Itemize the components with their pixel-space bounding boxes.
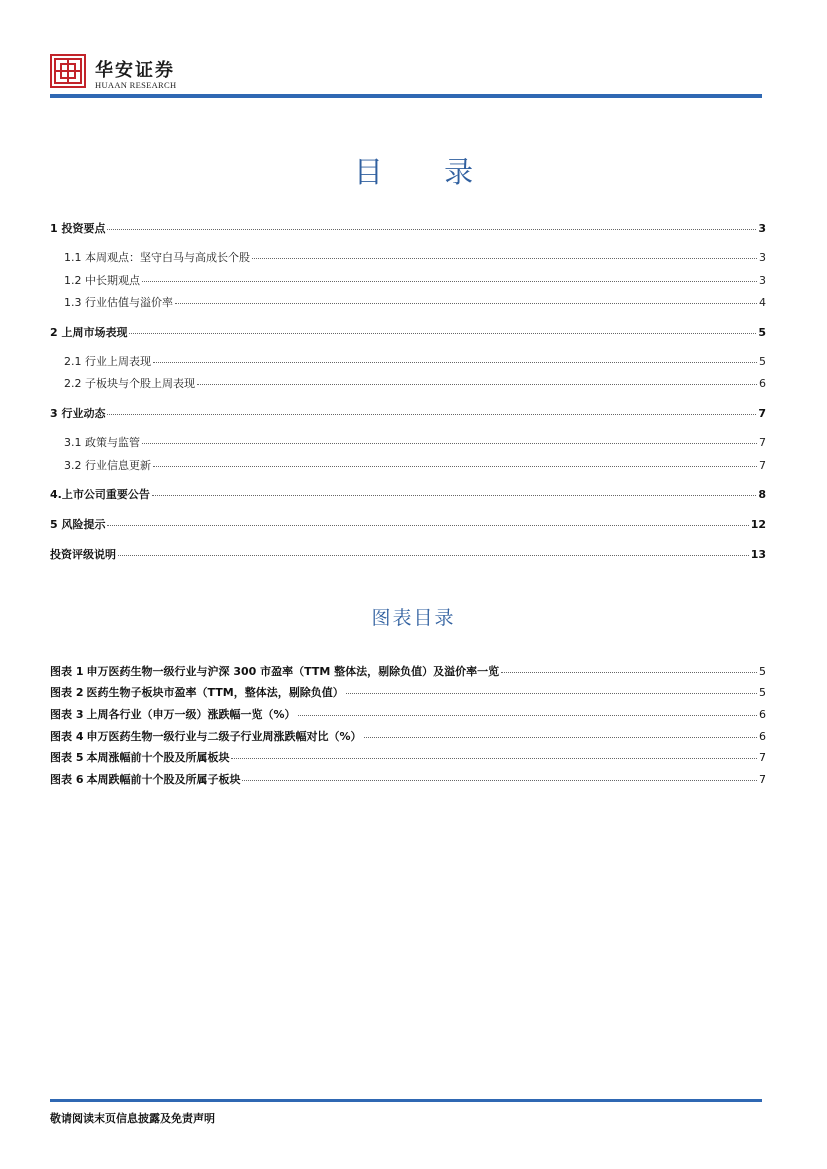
toc-leader: [107, 414, 756, 415]
toc-entry-text: 1.3 行业估值与溢价率: [64, 296, 173, 309]
toc-leader: [197, 384, 757, 385]
toc-entry-text: 4.上市公司重要公告: [50, 488, 150, 501]
toc-leader: [364, 737, 757, 738]
figure-entry-page: 5: [759, 686, 766, 699]
toc-entry-text: 2.2 子板块与个股上周表现: [64, 377, 195, 390]
toc-title: 目 录: [353, 155, 500, 189]
toc-leader: [129, 333, 756, 334]
toc-leader: [142, 443, 757, 444]
figure-label: 图表 5: [50, 751, 84, 764]
toc-entry[interactable]: [50, 516, 766, 532]
figure-entry-text: 申万医药生物一级行业与沪深 300 市盈率（TTM 整体法，剔除负值）及溢价率一览: [86, 665, 500, 678]
toc-entry-page: 5: [759, 355, 766, 368]
toc-entry[interactable]: [64, 353, 766, 369]
toc-entry[interactable]: [64, 249, 766, 265]
figure-entry-text: 上周各行业（申万一级）涨跌幅一览（%）: [86, 708, 296, 721]
toc-entry[interactable]: [50, 486, 766, 502]
toc-entry-text: 5 风险提示: [50, 518, 106, 531]
figure-entry[interactable]: [50, 749, 766, 765]
figure-entry-page: 5: [759, 665, 766, 678]
toc-leader: [118, 555, 749, 556]
figure-list-title: 图表目录: [371, 607, 456, 629]
figure-entry-text: 申万医药生物一级行业与二级子行业周涨跌幅对比（%）: [86, 730, 362, 743]
toc-entry[interactable]: [50, 220, 766, 236]
toc-entry-text: 1 投资要点: [50, 222, 106, 235]
toc-leader: [298, 715, 757, 716]
toc-entry-page: 3: [758, 222, 766, 235]
toc-leader: [152, 495, 757, 496]
toc-entry[interactable]: [50, 324, 766, 340]
toc-entry[interactable]: [64, 434, 766, 450]
figure-label: 图表 1: [50, 665, 84, 678]
toc-entry-page: 5: [758, 326, 766, 339]
toc-entry-page: 13: [750, 548, 766, 561]
toc-entry-page: 7: [759, 459, 766, 472]
toc-leader: [242, 780, 757, 781]
toc-entry-text: 2.1 行业上周表现: [64, 355, 151, 368]
figure-entry[interactable]: [50, 706, 766, 722]
toc-entry[interactable]: [64, 375, 766, 391]
toc-leader: [501, 672, 757, 673]
toc-leader: [107, 525, 748, 526]
toc-leader: [142, 281, 757, 282]
brand-name: 华安证券: [95, 60, 175, 81]
figure-entry-text: 本周跌幅前十个股及所属子板块: [86, 773, 241, 786]
toc-entry-page: 7: [758, 407, 766, 420]
figure-entry-text: 医药生物子板块市盈率（TTM，整体法，剔除负值）: [86, 686, 344, 699]
toc-entry-page: 6: [759, 377, 766, 390]
toc-entry-text: 2 上周市场表现: [50, 326, 128, 339]
toc-entry-text: 投资评级说明: [50, 548, 116, 561]
footer-disclaimer: 敬请阅读末页信息披露及免责声明: [50, 1112, 215, 1125]
figure-entry[interactable]: [50, 684, 766, 700]
figure-entry-page: 6: [759, 730, 766, 743]
figure-label: 图表 2: [50, 686, 84, 699]
footer-divider: [50, 1099, 762, 1102]
toc-leader: [252, 258, 757, 259]
toc-entry-page: 3: [759, 251, 766, 264]
figure-label: 图表 4: [50, 730, 84, 743]
toc-entry[interactable]: [64, 272, 766, 288]
toc-entry[interactable]: [64, 294, 766, 310]
brand-subtitle: HUAAN RESEARCH: [95, 80, 177, 90]
toc-entry[interactable]: [64, 457, 766, 473]
huaan-logo-icon: [50, 54, 86, 88]
toc-entry-text: 1.2 中长期观点: [64, 274, 140, 287]
figure-entry-page: 7: [759, 751, 766, 764]
toc-entry-page: 7: [759, 436, 766, 449]
toc-entry-text: 3.2 行业信息更新: [64, 459, 151, 472]
figure-entry[interactable]: [50, 663, 766, 679]
figure-entry-text: 本周涨幅前十个股及所属板块: [86, 751, 230, 764]
toc-leader: [346, 693, 757, 694]
toc-entry-text: 3 行业动态: [50, 407, 106, 420]
toc-leader: [231, 758, 757, 759]
toc-leader: [107, 229, 756, 230]
toc-leader: [153, 362, 757, 363]
toc-entry[interactable]: [50, 546, 766, 562]
figure-entry[interactable]: [50, 771, 766, 787]
figure-entry-page: 6: [759, 708, 766, 721]
figure-entry[interactable]: [50, 728, 766, 744]
figure-label: 图表 3: [50, 708, 84, 721]
toc-leader: [153, 466, 757, 467]
toc-entry-page: 3: [759, 274, 766, 287]
figure-entry-page: 7: [759, 773, 766, 786]
header-divider: [50, 94, 762, 98]
toc-entry-page: 12: [750, 518, 766, 531]
toc-entry-page: 8: [758, 488, 766, 501]
figure-label: 图表 6: [50, 773, 84, 786]
toc-entry-text: 1.1 本周观点：坚守白马与高成长个股: [64, 251, 250, 264]
toc-leader: [175, 303, 757, 304]
toc-entry-text: 3.1 政策与监管: [64, 436, 140, 449]
toc-entry[interactable]: [50, 405, 766, 421]
toc-entry-page: 4: [759, 296, 766, 309]
